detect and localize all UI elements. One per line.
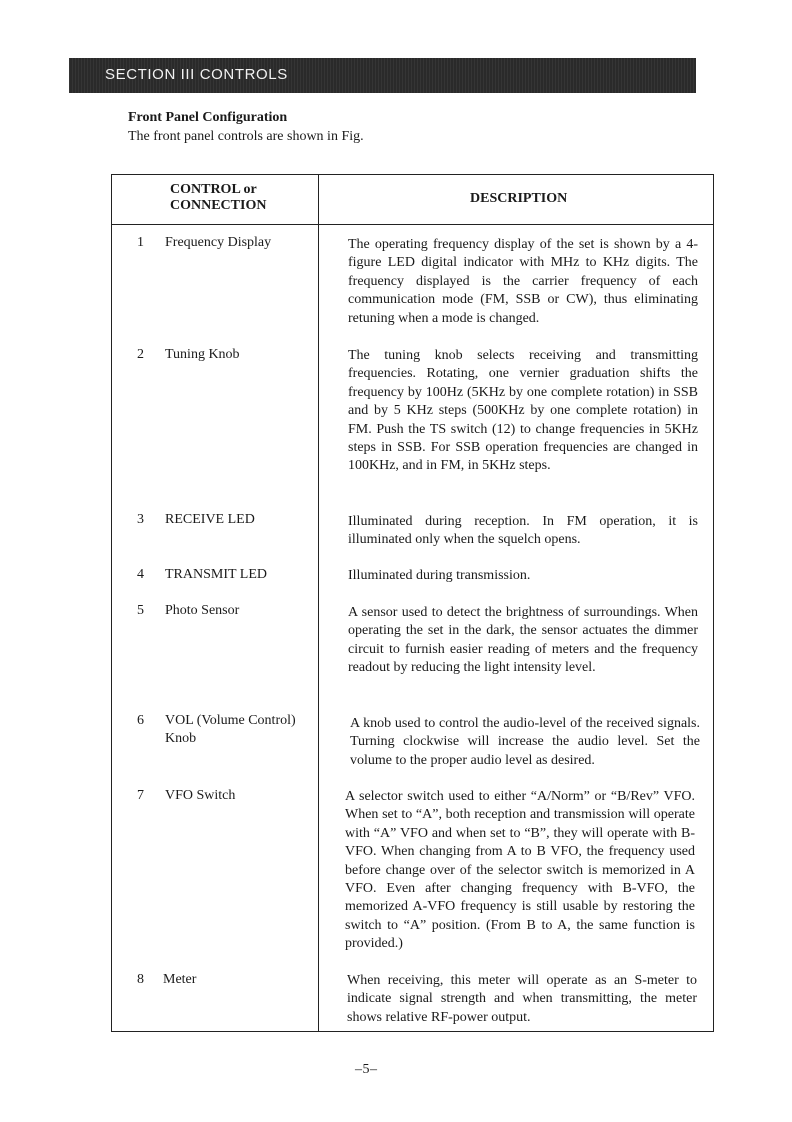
row-description: Illuminated during reception. In FM operation, it is illuminated only when the squelch opens. <box>348 514 698 548</box>
row-description: The operating frequency display of the set is shown by a 4-figure LED digital indicator with MHz to KHz digits. The frequency displayed is the carrier frequency of each communication mode (FM, SSB or CW), thus eliminating retuning when a mode is changed. <box>348 237 698 326</box>
row-control-name: Frequency Display <box>165 235 272 250</box>
column-divider <box>318 175 319 1031</box>
intro-text: The front panel controls are shown in Fig. <box>128 129 364 144</box>
row-description: When receiving, this meter will operate as an S-meter to indicate signal strength and when transmitting, the meter shows relative RF-power output. <box>347 973 697 1025</box>
row-number: 5 <box>137 603 144 618</box>
row-control-name: Meter <box>163 972 197 987</box>
header-divider <box>112 224 713 225</box>
row-number: 8 <box>137 972 144 987</box>
row-control-name: VOL (Volume Control) Knob <box>165 713 296 746</box>
heading: Front Panel Configuration <box>128 110 288 125</box>
row-number: 7 <box>137 788 144 803</box>
header-control: CONTROL or CONNECTION <box>170 182 267 213</box>
section-title: SECTION III CONTROLS <box>105 66 288 83</box>
row-control-name: Tuning Knob <box>165 347 240 362</box>
row-description: A knob used to control the audio-level of the received signals. Turning clockwise will increase the audio level. Set the volume to the proper audio level as desired. <box>350 716 700 768</box>
row-number: 1 <box>137 235 144 250</box>
row-number: 4 <box>137 567 144 582</box>
row-control-name: Photo Sensor <box>165 603 240 618</box>
row-description: A sensor used to detect the brightness of surroundings. When operating the set in the dark, the sensor actuates the dimmer circuit to furnish easier reading of meters and the frequency readout by reducing the light intensity level. <box>348 605 698 676</box>
row-description: Illuminated during transmission. <box>348 568 531 583</box>
header-description: DESCRIPTION <box>470 191 568 206</box>
row-control-name: VFO Switch <box>165 788 236 803</box>
row-description: A selector switch used to either “A/Norm” or “B/Rev” VFO. When set to “A”, both reception and transmission will operate with “A” VFO and when set to “B”, they will operate with B-VFO. When changing from A to B VFO, the frequency used before change over of the selector switch is memorized in A VFO. Even after changing frequency with B-VFO, the memorized A-VFO frequency is still usable by restoring the switch to “A” position. (From B to A, the same function is provided.) <box>345 789 695 952</box>
section-banner <box>69 58 696 93</box>
row-number: 6 <box>137 713 144 728</box>
row-control-name: RECEIVE LED <box>165 512 255 527</box>
row-number: 2 <box>137 347 144 362</box>
row-control-name: TRANSMIT LED <box>165 567 268 582</box>
row-number: 3 <box>137 512 144 527</box>
row-description: The tuning knob selects receiving and transmitting frequencies. Rotating, one vernier graduation shifts the frequency by 100Hz (5KHz by one complete rotation) in SSB and by 5 KHz steps (500KHz by one complete rotation) in FM. Push the TS switch (12) to change frequencies in 5KHz steps in SSB. For SSB operation frequencies are changed in 100KHz, and in FM, in 5KHz steps. <box>348 348 698 474</box>
page-number: –5– <box>355 1062 378 1077</box>
